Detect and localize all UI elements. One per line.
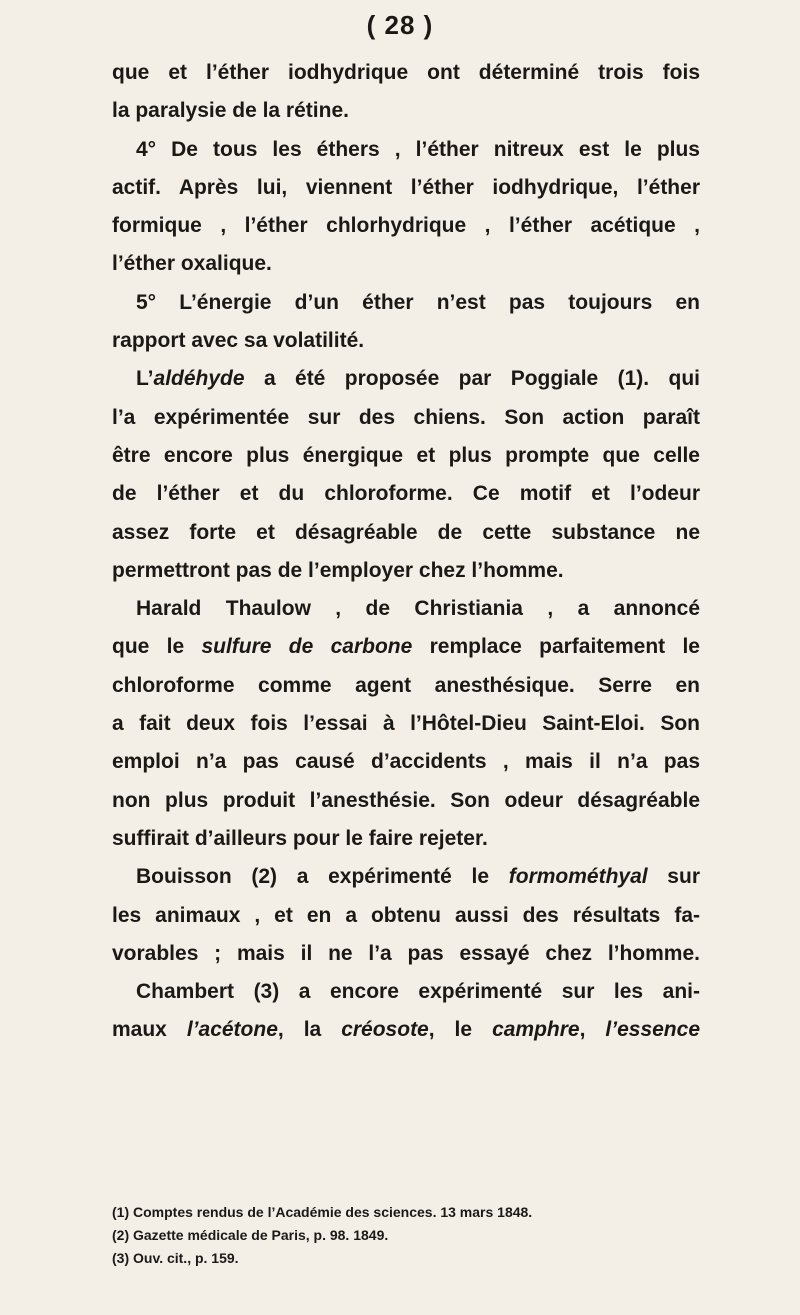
text-line: l’a expérimentée sur des chiens. Son action paraît — [112, 405, 700, 429]
italic-term: sulfure de carbone — [201, 635, 413, 659]
text-line: emploi n’a pas causé d’accidents , mais il n’a pas — [112, 750, 700, 774]
text-run: L’ — [136, 367, 154, 391]
text-line: assez forte et désagréable de cette substance ne — [112, 520, 700, 544]
text-run: Bouisson (2) a expérimenté le — [136, 865, 509, 889]
text-run: , le — [428, 1018, 493, 1042]
text-line: actif. Après lui, viennent l’éther iodhydrique, l’éther — [112, 175, 700, 199]
italic-term: camphre — [492, 1018, 580, 1042]
text-line: vorables ; mais il ne l’a pas essayé chez l’homme. — [112, 941, 700, 965]
text-line: Chambert (3) a encore expérimenté sur les ani- — [136, 980, 700, 1004]
text-line: suffirait d’ailleurs pour le faire rejeter. — [112, 826, 488, 850]
text-line: la paralysie de la rétine. — [112, 99, 349, 123]
text-run: , la — [277, 1018, 342, 1042]
text-run: que le — [112, 635, 202, 659]
text-run: remplace parfaitement le — [412, 635, 700, 659]
italic-term: aldéhyde — [153, 367, 245, 391]
page-number: ( 28 ) — [366, 10, 434, 40]
text-line: permettront pas de l’employer chez l’homme. — [112, 558, 564, 582]
footnote-1: (1) Comptes rendus de l’Académie des sciences. 13 mars 1848. — [112, 1204, 533, 1220]
footnote-3: (3) Ouv. cit., p. 159. — [112, 1250, 239, 1266]
text-line: les animaux , et en a obtenu aussi des résultats fa- — [112, 903, 700, 927]
text-line: chloroforme comme agent anesthésique. Serre en — [112, 673, 700, 697]
text-line: non plus produit l’anesthésie. Son odeur désagréable — [112, 788, 700, 812]
italic-term: l’acétone — [186, 1018, 278, 1042]
footnotes — [112, 1201, 700, 1270]
text-line — [112, 628, 700, 666]
text-line: rapport avec sa volatilité. — [112, 329, 365, 353]
text-run: , — [579, 1018, 606, 1042]
footnote-2: (2) Gazette médicale de Paris, p. 98. 1849. — [112, 1227, 389, 1243]
italic-term: formométhyal — [508, 865, 648, 889]
text-line — [112, 858, 700, 896]
text-line: de l’éther et du chloroforme. Ce motif et l’odeur — [112, 482, 700, 506]
text-line: l’éther oxalique. — [112, 252, 272, 276]
text-line: 4° De tous les éthers , l’éther nitreux est le plus — [136, 137, 700, 161]
text-line: Harald Thaulow , de Christiania , a annoncé — [136, 597, 700, 621]
text-run: a été proposée par Poggiale (1). qui — [244, 367, 700, 391]
text-run: sur — [647, 865, 700, 889]
text-line: formique , l’éther chlorhydrique , l’éther acétique , — [112, 214, 700, 238]
text-run: maux — [112, 1018, 187, 1042]
text-line: que et l’éther iodhydrique ont déterminé trois fois — [112, 61, 700, 84]
text-line: 5° L’énergie d’un éther n’est pas toujours en — [136, 290, 700, 314]
italic-term: créosote — [341, 1018, 429, 1042]
text-line — [112, 360, 700, 398]
text-line: être encore plus énergique et plus prompte que celle — [112, 443, 700, 467]
body-text — [112, 54, 700, 1050]
text-line: a fait deux fois l’essai à l’Hôtel-Dieu Saint-Eloi. Son — [112, 712, 700, 736]
italic-term: l’essence — [605, 1018, 700, 1042]
text-line — [112, 1011, 700, 1049]
